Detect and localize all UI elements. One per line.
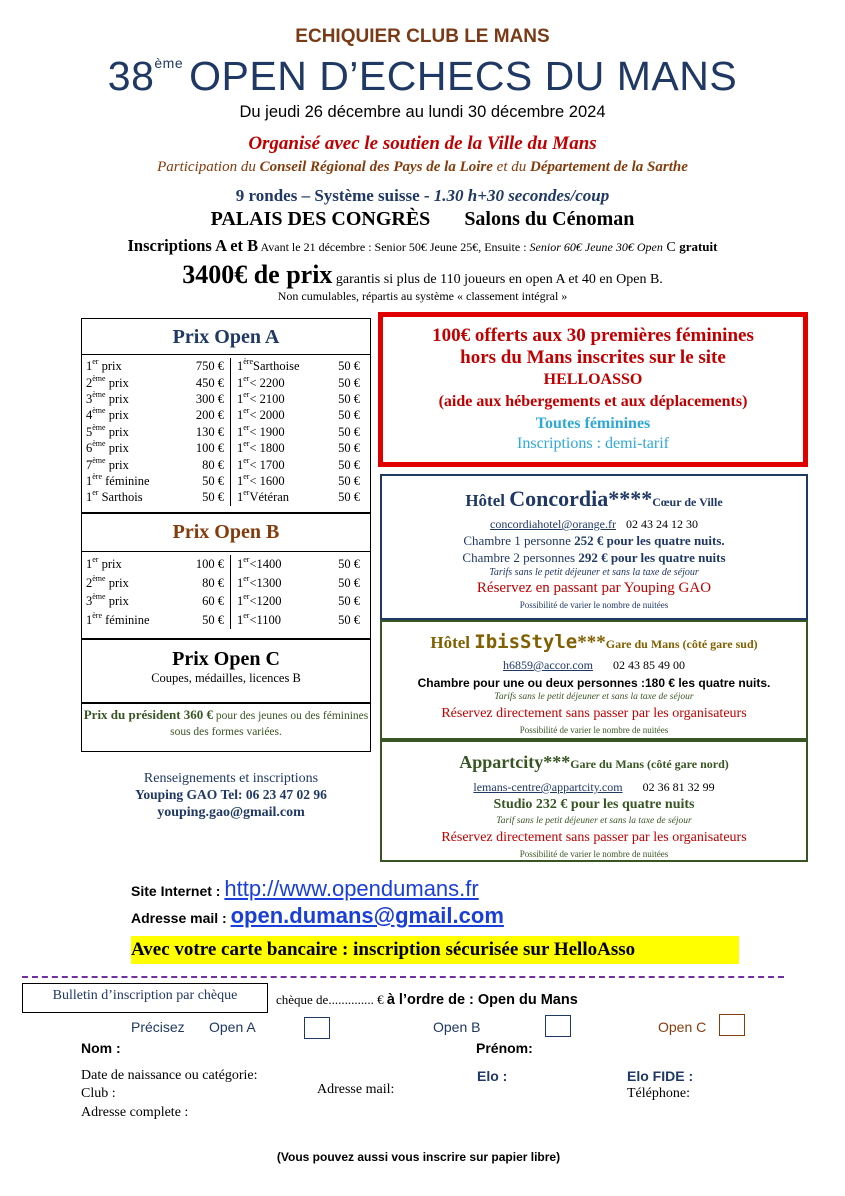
prize-cell: 1er<1100 [237, 610, 282, 627]
prize-row [82, 358, 370, 374]
event-dates: Du jeudi 26 décembre au lundi 30 décembre 2024 [239, 103, 606, 121]
open-c-text: Coupes, médailles, licences B [151, 671, 301, 685]
prize-cell: 5ème prix [86, 422, 129, 439]
prize-cell: 1er< 1800 [237, 439, 285, 456]
open-b-section [82, 514, 370, 640]
prize-cell: 1er<1400 [237, 555, 282, 572]
contact-block [81, 771, 381, 821]
prize-row [82, 473, 370, 489]
prize-cell: 1er< 2000 [237, 406, 285, 423]
prize-cell: 750 € [160, 358, 231, 374]
contact-name: Youping GAO Tel: 06 23 47 02 96 [135, 787, 327, 802]
open-a-section [82, 319, 370, 514]
participation-line: Participation du Conseil Régional des Pays de la Loire et du Département de la Sarthe [157, 159, 688, 175]
hotel-concordia-email[interactable]: concordiahotel@orange.fr [490, 517, 616, 531]
contact-label: Renseignements et inscriptions [143, 771, 319, 786]
rondes-line: 9 rondes – Système suisse - 1.30 h+30 secondes/coup [235, 186, 610, 205]
prize-cell: 4ème prix [86, 406, 129, 423]
prize-cell: 2ème prix [86, 573, 129, 590]
prize-row [82, 489, 370, 505]
prize-cell: 50 € [338, 375, 360, 390]
prize-cell: 1er<1200 [237, 592, 282, 609]
hotel-appartcity-rate: Studio 232 € pour les quatre nuits [493, 797, 695, 812]
venue-line: PALAIS DES CONGRÈS Salons du Cénoman [210, 208, 635, 230]
precisez-label: Précisez [131, 1019, 185, 1035]
prize-cell: 1ère féminine [86, 610, 150, 627]
prize-row [82, 456, 370, 472]
prize-cell: 1er prix [86, 555, 122, 572]
hotel-appartcity-contact: lemans-centre@appartcity.com 02 36 81 32 99 [473, 780, 715, 794]
site-link[interactable]: http://www.opendumans.fr [224, 876, 479, 901]
nom-field[interactable]: Nom : [81, 1040, 121, 1056]
prize-row [82, 555, 370, 574]
feminines-line4: (aide aux hébergements et aux déplacements) [438, 393, 748, 410]
hotel-appartcity-email[interactable]: lemans-centre@appartcity.com [473, 780, 623, 794]
prize-cell: 1er prix [86, 357, 122, 374]
site-line: Site Internet : http://www.opendumans.fr [131, 876, 479, 901]
prize-cell: 50 € [160, 489, 231, 505]
prize-cell: 80 € [160, 574, 231, 593]
prize-cell: 1er< 2200 [237, 373, 285, 390]
prize-cell: 50 € [338, 557, 360, 572]
hotel-ibis-tarifs: Tarifs sans le petit déjeuner et sans la taxe de séjour [494, 692, 694, 702]
prize-row [82, 407, 370, 423]
feminines-line6: Inscriptions : demi-tarif [517, 435, 669, 452]
prize-cell: 1er Sarthois [86, 488, 143, 505]
prize-row [82, 374, 370, 390]
hotel-appartcity-tarifs: Tarif sans le petit déjeuner et sans la taxe de séjour [496, 816, 692, 826]
hotel-ibis-possible: Possibilité de varier le nombre de nuitées [519, 725, 669, 735]
prize-cell: 1èreSarthoise [237, 357, 300, 374]
prize-total-line: 3400€ de prix garantis si plus de 110 joueurs en open A et 40 en Open B. [182, 260, 663, 289]
papier-libre-note: (Vous pouvez aussi vous inscrire sur papier libre) [276, 1150, 561, 1164]
prizes-box [81, 318, 371, 752]
prize-cell: 2ème prix [86, 373, 129, 390]
prize-cell: 130 € [160, 424, 231, 440]
prize-cell: 100 € [160, 440, 231, 456]
prize-cell: 1er< 2100 [237, 389, 285, 406]
hotel-ibis-box [380, 620, 808, 740]
prize-cell: 50 € [160, 611, 231, 630]
hotel-concordia-tarifs: Tarifs sans le petit déjeuner et sans la taxe de séjour [489, 567, 699, 578]
prize-cell: 450 € [160, 374, 231, 390]
prize-cell: 3ème prix [86, 592, 129, 609]
prize-cell: 300 € [160, 391, 231, 407]
hotel-ibis-email[interactable]: h6859@accor.com [502, 658, 594, 672]
organise-line: Organisé avec le soutien de la Ville du Mans [248, 133, 597, 154]
telephone-field[interactable]: Téléphone: [627, 1086, 690, 1101]
hotel-ibis-contact: h6859@accor.com 02 43 85 49 00 [502, 658, 686, 672]
prize-cell: 1er< 1600 [237, 471, 285, 488]
prize-cell: 7ème prix [86, 455, 129, 472]
mail-line: Adresse mail : open.dumans@gmail.com [131, 903, 504, 928]
prize-cell: 50 € [160, 473, 231, 489]
hotel-concordia-title: Hôtel Concordia****Cœur de Ville [465, 486, 723, 511]
prize-row [82, 391, 370, 407]
prize-cell: 50 € [338, 359, 360, 374]
prize-cell: 50 € [338, 424, 360, 439]
prize-cell: 50 € [338, 408, 360, 423]
hotel-concordia-possible: Possibilité de varier le nombre de nuitées [519, 600, 669, 610]
prize-cell: 50 € [338, 391, 360, 406]
prize-cell: 50 € [338, 612, 360, 627]
prize-cell: 50 € [338, 473, 360, 488]
hotel-appartcity-possible: Possibilité de varier le nombre de nuitées [519, 849, 669, 859]
prize-cell: 50 € [338, 441, 360, 456]
feminines-line1: 100€ offerts aux 30 premières féminines [432, 325, 754, 346]
feminines-line5: Toutes féminines [535, 415, 651, 432]
naissance-field[interactable]: Date de naissance ou catégorie: [81, 1068, 258, 1083]
open-a-label: Open A [209, 1019, 256, 1035]
feminines-line3: HELLOASSO [543, 371, 643, 388]
prize-cell: 6ème prix [86, 439, 129, 456]
elo-field[interactable]: Elo : [477, 1068, 508, 1084]
prize-cell: 3ème prix [86, 389, 129, 406]
contact-email[interactable]: youping.gao@gmail.com [157, 805, 305, 820]
open-c-section [82, 640, 370, 704]
hotel-appartcity-reserve: Réservez directement sans passer par les organisateurs [441, 830, 747, 845]
prize-cell: 80 € [160, 456, 231, 472]
open-a-title: Prix Open A [172, 326, 280, 348]
cheque-line: chèque de.............. € à l’ordre de : Open du Mans [276, 992, 578, 1008]
open-c-label: Open C [658, 1019, 707, 1035]
prize-cell: 50 € [338, 575, 360, 590]
prize-cell: 1erVétéran [237, 488, 290, 505]
open-b-checkbox[interactable] [545, 1015, 571, 1037]
prize-cell: 100 € [160, 555, 231, 574]
prenom-field[interactable]: Prénom: [476, 1040, 533, 1056]
feminines-line2: hors du Mans inscrites sur le site [460, 347, 726, 368]
hotel-concordia-box [380, 474, 808, 620]
club-field[interactable]: Club : [81, 1086, 116, 1101]
prize-cell: 50 € [338, 594, 360, 609]
bulletin-title: Bulletin d’inscription par chèque [22, 983, 268, 1013]
hotel-ibis-rate: Chambre pour une ou deux personnes :180 € les quatre nuits. [417, 676, 771, 690]
prize-row [82, 440, 370, 456]
hotel-ibis-reserve: Réservez directement sans passer par les organisateurs [441, 706, 747, 721]
open-a-checkbox[interactable] [304, 1017, 330, 1039]
hotel-appartcity-title: Appartcity***Gare du Mans (côté gare nord) [459, 752, 729, 772]
prize-row [82, 611, 370, 630]
mail-link[interactable]: open.dumans@gmail.com [230, 903, 504, 928]
open-a-table [82, 358, 370, 506]
page-title: 38ème OPEN D’ECHECS DU MANS [107, 53, 738, 99]
open-b-label: Open B [433, 1019, 481, 1035]
hotel-concordia-contact: concordiahotel@orange.fr 02 43 24 12 30 [490, 517, 698, 531]
non-cumulables-note: Non cumulables, répartis au système « classement intégral » [277, 289, 568, 303]
elo-fide-field[interactable]: Elo FIDE : [627, 1068, 694, 1084]
cut-line [22, 976, 784, 978]
prize-cell: 60 € [160, 592, 231, 611]
prize-cell: 200 € [160, 407, 231, 423]
president-prize: Prix du président 360 € pour des jeunes ou des féminines sous des formes variées. [83, 707, 369, 738]
open-b-table [82, 555, 370, 629]
adresse-mail-field[interactable]: Adresse mail: [317, 1082, 395, 1097]
open-c-title: Prix Open C [172, 648, 280, 670]
open-b-title: Prix Open B [172, 521, 280, 543]
prize-cell: 1er< 1900 [237, 422, 285, 439]
hotel-concordia-rate1: Chambre 1 personne 252 € pour les quatre nuits. [463, 533, 725, 548]
prize-cell: 50 € [338, 490, 360, 505]
hotel-appartcity-box [380, 740, 808, 862]
hotel-concordia-rate2: Chambre 2 personnes 292 € pour les quatre nuits [462, 550, 726, 565]
feminines-box [378, 312, 808, 467]
inscriptions-line: Inscriptions A et B Avant le 21 décembre : Senior 50€ Jeune 25€, Ensuite : Senior 60€ Jeune 30€ Open C gratuit [127, 236, 718, 255]
prize-cell: 1er<1300 [237, 573, 282, 590]
adresse-field[interactable]: Adresse complete : [81, 1105, 189, 1120]
prize-row [82, 574, 370, 593]
prize-row [82, 424, 370, 440]
prize-cell: 1ère féminine [86, 471, 150, 488]
prize-cell: 1er< 1700 [237, 455, 285, 472]
club-name: ECHIQUIER CLUB LE MANS [295, 26, 550, 47]
open-c-checkbox[interactable] [719, 1014, 745, 1036]
hotel-ibis-title: Hôtel IbisStyle***Gare du Mans (côté gare sud) [430, 631, 758, 653]
hotel-concordia-reserve: Réservez en passant par Youping GAO [476, 580, 712, 596]
prize-row [82, 592, 370, 611]
helloasso-banner[interactable]: Avec votre carte bancaire : inscription sécurisée sur HelloAsso [131, 936, 739, 964]
prize-cell: 50 € [338, 457, 360, 472]
